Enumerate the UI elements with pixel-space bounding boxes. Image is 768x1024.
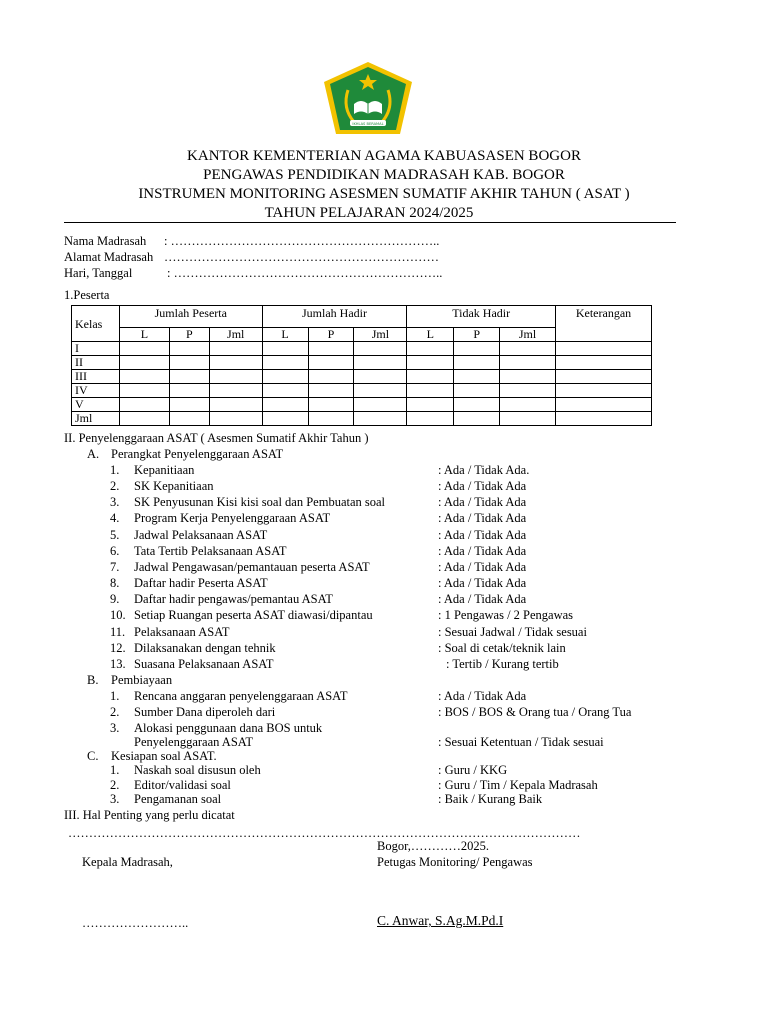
item-text: Dilaksanakan dengan tehnik <box>134 640 276 655</box>
notes-dotted-line: …………………………………………………………………………………………………………… <box>68 826 581 840</box>
item-number: 1. <box>110 463 120 477</box>
empty-cell[interactable] <box>454 342 500 356</box>
item-text: SK Penyusunan Kisi kisi soal dan Pembuatan soal <box>134 495 386 510</box>
place-date: Bogor,…………2025. <box>377 839 489 853</box>
item-number: 4. <box>110 511 120 526</box>
subsection-title: Pembiayaan <box>111 673 173 687</box>
empty-cell[interactable] <box>169 370 209 384</box>
header-academic-year: TAHUN PELAJARAN 2024/2025 <box>264 205 474 221</box>
item-value: : Ada / Tidak Ada <box>438 479 527 494</box>
item-number: 9. <box>110 592 120 607</box>
empty-cell[interactable] <box>119 412 169 426</box>
empty-cell[interactable] <box>308 412 354 426</box>
table-row <box>72 370 652 384</box>
kementerian-agama-emblem-icon <box>320 60 416 140</box>
item-number: 3. <box>110 495 120 510</box>
item-number: 1. <box>110 689 120 703</box>
empty-cell[interactable] <box>556 356 652 370</box>
empty-cell[interactable] <box>407 356 454 370</box>
empty-cell[interactable] <box>209 384 262 398</box>
alamat-madrasah-label: Alamat Madrasah <box>64 250 154 264</box>
item-value: : Ada / Tidak Ada <box>438 559 527 574</box>
empty-cell[interactable] <box>500 384 556 398</box>
empty-cell[interactable] <box>308 342 354 356</box>
empty-cell[interactable] <box>169 342 209 356</box>
item-text: Rencana anggaran penyelenggaraan ASAT <box>134 689 348 703</box>
empty-cell[interactable] <box>209 398 262 412</box>
empty-cell[interactable] <box>407 342 454 356</box>
item-text: Pengamanan soal <box>134 792 222 806</box>
item-text: Program Kerja Penyelenggaraan ASAT <box>134 511 331 526</box>
empty-cell[interactable] <box>119 356 169 370</box>
table-row <box>72 384 652 398</box>
empty-cell[interactable] <box>500 412 556 426</box>
sub-header-jml: Jml <box>354 328 407 342</box>
empty-cell[interactable] <box>262 342 308 356</box>
empty-cell[interactable] <box>209 342 262 356</box>
nama-madrasah-field: : ……………………………………………………….. <box>164 234 440 248</box>
sub-header-l: L <box>262 328 308 342</box>
empty-cell[interactable] <box>262 370 308 384</box>
item-text: Editor/validasi soal <box>134 777 231 792</box>
empty-cell[interactable] <box>454 370 500 384</box>
peserta-table <box>71 305 652 426</box>
empty-cell[interactable] <box>262 356 308 370</box>
item-number: 3. <box>110 721 120 735</box>
empty-cell[interactable] <box>500 342 556 356</box>
table-row <box>72 356 652 370</box>
item-number: 2. <box>110 705 120 719</box>
empty-cell[interactable] <box>407 370 454 384</box>
empty-cell[interactable] <box>354 398 407 412</box>
empty-cell[interactable] <box>262 384 308 398</box>
header-divider <box>64 222 676 223</box>
hari-tanggal-field: : ……………………………………………………….. <box>167 266 443 280</box>
kelas-cell: I <box>72 342 120 356</box>
kelas-cell: IV <box>72 384 120 398</box>
item-text: Pelaksanaan ASAT <box>134 624 230 639</box>
sub-header-p: P <box>169 328 209 342</box>
empty-cell[interactable] <box>454 398 500 412</box>
header-office-name: KANTOR KEMENTERIAN AGAMA KABUASASEN BOGOR <box>187 148 581 164</box>
item-number: 13. <box>110 656 126 671</box>
item-value: : Sesuai Jadwal / Tidak sesuai <box>438 624 587 639</box>
item-value: : Guru / KKG <box>438 763 508 777</box>
empty-cell[interactable] <box>209 412 262 426</box>
empty-cell[interactable] <box>556 398 652 412</box>
item-value: : Ada / Tidak Ada <box>438 511 527 526</box>
empty-cell[interactable] <box>169 356 209 370</box>
empty-cell[interactable] <box>500 356 556 370</box>
empty-cell[interactable] <box>556 370 652 384</box>
sub-header-jml: Jml <box>500 328 556 342</box>
logo-motto-text: IKHLAS BERAMAL <box>352 121 384 126</box>
item-value: : 1 Pengawas / 2 Pengawas <box>438 608 574 623</box>
kelas-cell: V <box>72 398 120 412</box>
table-row <box>72 412 652 426</box>
item-number: 8. <box>110 576 120 591</box>
empty-cell[interactable] <box>308 370 354 384</box>
header-instrument-title: INSTRUMEN MONITORING ASESMEN SUMATIF AKHIR TAHUN ( ASAT ) <box>138 186 630 202</box>
subsection-title: Perangkat Penyelenggaraan ASAT <box>111 447 284 461</box>
sub-header-l: L <box>119 328 169 342</box>
item-text: Naskah soal disusun oleh <box>134 763 261 777</box>
item-text: Penyelenggaraan ASAT <box>134 735 254 749</box>
empty-cell[interactable] <box>169 398 209 412</box>
item-text: Kepanitiaan <box>134 463 195 477</box>
pengawas-name: C. Anwar, S.Ag.M.Pd.I <box>377 913 504 928</box>
empty-cell[interactable] <box>209 370 262 384</box>
subsection-label: B. <box>87 673 99 687</box>
item-text: Tata Tertib Pelaksanaan ASAT <box>134 543 287 558</box>
empty-cell[interactable] <box>308 356 354 370</box>
empty-cell[interactable] <box>308 384 354 398</box>
empty-cell[interactable] <box>556 384 652 398</box>
kepala-madrasah-title: Kepala Madrasah, <box>82 855 173 869</box>
item-text: Jadwal Pelaksanaan ASAT <box>134 527 268 542</box>
empty-cell[interactable] <box>262 412 308 426</box>
jumlah-hadir-header: Jumlah Hadir <box>262 306 407 328</box>
empty-cell[interactable] <box>454 412 500 426</box>
item-number: 2. <box>110 777 120 792</box>
peserta-table-body <box>72 342 652 426</box>
kelas-cell: Jml <box>72 412 120 426</box>
item-value: : Sesuai Ketentuan / Tidak sesuai <box>438 735 604 749</box>
empty-cell[interactable] <box>500 370 556 384</box>
empty-cell[interactable] <box>169 412 209 426</box>
item-text: Jadwal Pengawasan/pemantauan peserta ASAT <box>134 559 370 574</box>
item-value: : Guru / Tim / Kepala Madrasah <box>438 777 598 792</box>
item-number: 3. <box>110 792 120 806</box>
empty-cell[interactable] <box>454 356 500 370</box>
item-value: : Ada / Tidak Ada <box>438 543 527 558</box>
empty-cell[interactable] <box>209 356 262 370</box>
empty-cell[interactable] <box>407 412 454 426</box>
item-value: : Ada / Tidak Ada <box>438 495 527 510</box>
item-value: : BOS / BOS & Orang tua / Orang Tua <box>438 705 632 719</box>
item-number: 7. <box>110 559 120 574</box>
kelas-header: Kelas <box>72 306 120 342</box>
item-text: Suasana Pelaksanaan ASAT <box>134 656 274 671</box>
item-value: : Ada / Tidak Ada <box>438 689 527 703</box>
empty-cell[interactable] <box>119 342 169 356</box>
item-text: Setiap Ruangan peserta ASAT diawasi/dipantau <box>134 608 373 623</box>
empty-cell[interactable] <box>556 412 652 426</box>
empty-cell[interactable] <box>119 398 169 412</box>
section-peserta-title: 1.Peserta <box>64 288 110 302</box>
empty-cell[interactable] <box>354 356 407 370</box>
item-number: 1. <box>110 763 120 777</box>
kelas-cell: III <box>72 370 120 384</box>
keterangan-header: Keterangan <box>556 306 652 342</box>
item-number: 2. <box>110 479 120 494</box>
subsection-label: C. <box>87 749 99 763</box>
item-value: : Ada / Tidak Ada <box>438 576 527 591</box>
item-number: 11. <box>110 624 126 639</box>
item-number: 10. <box>110 608 126 623</box>
sub-header-p: P <box>308 328 354 342</box>
empty-cell[interactable] <box>500 398 556 412</box>
tidak-hadir-header: Tidak Hadir <box>407 306 556 328</box>
petugas-monitoring-title: Petugas Monitoring/ Pengawas <box>377 855 533 869</box>
nama-madrasah-label: Nama Madrasah <box>64 234 147 248</box>
empty-cell[interactable] <box>407 384 454 398</box>
empty-cell[interactable] <box>262 398 308 412</box>
empty-cell[interactable] <box>454 384 500 398</box>
kepala-madrasah-signature-line: …………………….. <box>82 916 189 930</box>
item-value: : Ada / Tidak Ada <box>438 527 527 542</box>
item-value: : Ada / Tidak Ada <box>438 592 527 607</box>
item-text: Sumber Dana diperoleh dari <box>134 705 276 719</box>
item-text: SK Kepanitiaan <box>134 479 214 494</box>
empty-cell[interactable] <box>119 370 169 384</box>
section-hal-penting-title: III. Hal Penting yang perlu dicatat <box>64 808 235 822</box>
kelas-cell: II <box>72 356 120 370</box>
empty-cell[interactable] <box>119 384 169 398</box>
empty-cell[interactable] <box>308 398 354 412</box>
empty-cell[interactable] <box>556 342 652 356</box>
alamat-madrasah-field: ………………………………………………………… <box>164 250 439 264</box>
empty-cell[interactable] <box>407 398 454 412</box>
empty-cell[interactable] <box>169 384 209 398</box>
subsection-title: Kesiapan soal ASAT. <box>111 749 217 763</box>
item-number: 5. <box>110 527 120 542</box>
sub-header-p: P <box>454 328 500 342</box>
jumlah-peserta-header: Jumlah Peserta <box>119 306 262 328</box>
table-row <box>72 398 652 412</box>
item-number: 6. <box>110 543 120 558</box>
item-text: Alokasi penggunaan dana BOS untuk <box>134 721 323 735</box>
item-value: : Soal di cetak/teknik lain <box>438 640 566 655</box>
empty-cell[interactable] <box>354 384 407 398</box>
table-row <box>72 342 652 356</box>
item-value: : Baik / Kurang Baik <box>438 792 543 806</box>
item-text: Daftar hadir Peserta ASAT <box>134 576 268 591</box>
sub-header-jml: Jml <box>209 328 262 342</box>
subsection-label: A. <box>87 447 100 461</box>
header-supervisor: PENGAWAS PENDIDIKAN MADRASAH KAB. BOGOR <box>203 167 565 183</box>
empty-cell[interactable] <box>354 342 407 356</box>
item-text: Daftar hadir pengawas/pemantau ASAT <box>134 592 333 607</box>
hari-tanggal-label: Hari, Tanggal <box>64 266 133 280</box>
item-number: 12. <box>110 640 126 655</box>
item-value: : Tertib / Kurang tertib <box>446 656 559 671</box>
sub-header-l: L <box>407 328 454 342</box>
empty-cell[interactable] <box>354 412 407 426</box>
item-value: : Ada / Tidak Ada. <box>438 463 530 477</box>
section-penyelenggaraan-title: II. Penyelenggaraan ASAT ( Asesmen Sumatif Akhir Tahun ) <box>64 431 369 445</box>
empty-cell[interactable] <box>354 370 407 384</box>
